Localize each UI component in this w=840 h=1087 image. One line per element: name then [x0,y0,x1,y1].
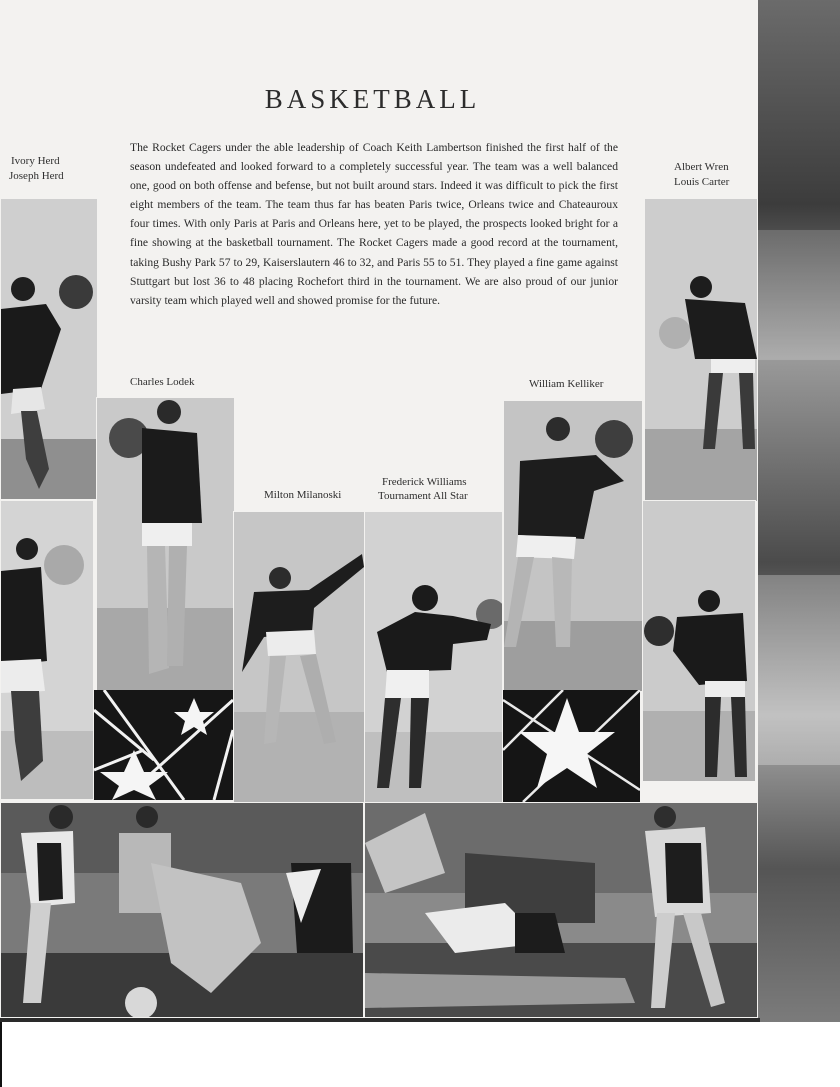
page-left-rule [0,1022,2,1087]
caption-william-kelliker: William Kelliker [529,378,604,390]
caption-charles-lodek: Charles Lodek [130,376,195,388]
photo-charles-lodek [96,397,235,692]
photo-albert-wren [644,198,758,502]
photo-william-kelliker [503,400,643,692]
decorative-star-left [94,690,233,800]
caption-tournament-all-star: Tournament All Star [378,490,468,502]
caption-milton-milanoski: Milton Milanoski [264,489,342,501]
photo-frederick-williams [364,511,503,803]
photo-milton-milanoski [233,511,365,803]
caption-joseph-herd: Joseph Herd [9,170,64,182]
photo-louis-carter [642,500,756,782]
photo-game-action-left [0,802,364,1018]
caption-ivory-herd: Ivory Herd [11,155,60,167]
caption-louis-carter: Louis Carter [674,176,730,188]
photo-game-action-right [364,802,758,1018]
caption-frederick-williams: Frederick Williams [382,476,467,488]
photo-joseph-herd [0,500,94,800]
photo-ivory-herd [0,198,98,500]
decorative-star-right [503,690,640,802]
adjacent-page-edge [758,0,840,1022]
page-bottom-rule [0,1018,760,1022]
article-text: The Rocket Cagers under the able leadership of Coach Keith Lambertson finished the first half of the season undefeated and looked forward to a completely successful year. The team was a well balanced one, good on both offense and befense, but not built around stars. Indeed it was difficult to pick the first eight members of the team. The team thus far has beaten Paris twice, Orleans twice and Chateauroux four times. With only Paris at Paris and Orleans here, yet to be played, the prospects looked bright for a fine showing at the basketball tournament. The Rocket Cagers made a good record at the tournament, taking Bushy Park 57 to 29, Kaiserslautern 46 to 32, and Paris 55 to 51. They played a fine game against Stuttgart but lost 36 to 48 placing Rochefort third in the tournament. We are also proud of our junior varsity team which played well and showed promise for the future. [130,141,618,307]
page-title: BASKETBALL [264,84,481,114]
caption-albert-wren: Albert Wren [674,161,729,173]
